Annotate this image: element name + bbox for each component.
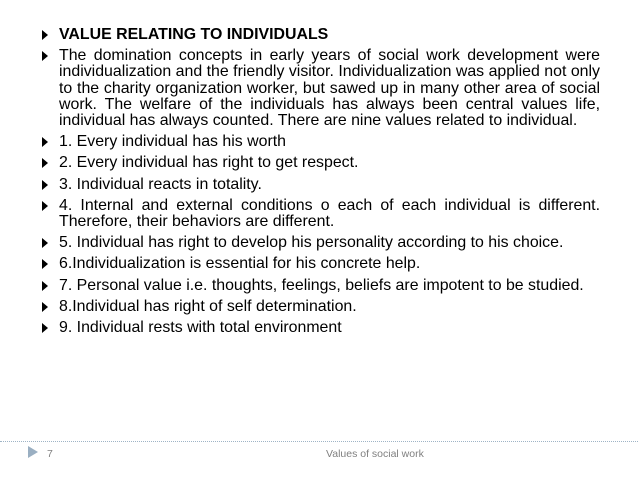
bullet-item-heading [42, 27, 600, 43]
bullet-text: 4. Internal and external conditions o each of each individual is different. Therefore, their behaviors are different. [59, 196, 600, 231]
bullet-text: 8.Individual has right of self determination. [59, 297, 357, 315]
bullet-item-value-5 [42, 235, 600, 251]
triangle-bullet-icon [42, 180, 48, 190]
bullet-text: 9. Individual rests with total environment [59, 319, 342, 337]
bullet-text: 7. Personal value i.e. thoughts, feelings, beliefs are impotent to be studied. [59, 276, 584, 294]
bullet-item-value-4 [42, 198, 600, 230]
bullet-text: The domination concepts in early years of social work development were individualization and the friendly visitor. Individualization was applied not only to the charity organization worker, but sawed up in many other area of social work. The welfare of the individuals has always been central values life, individual has always counted. There are nine values related to individual. [59, 47, 600, 130]
bullet-text: 5. Individual has right to develop his personality according to his choice. [59, 234, 564, 252]
triangle-bullet-icon [42, 323, 48, 333]
triangle-bullet-icon [42, 302, 48, 312]
footer-title: Values of social work [326, 448, 424, 460]
bullet-item-value-6 [42, 256, 600, 272]
triangle-bullet-icon [42, 201, 48, 211]
bullet-item-intro [42, 48, 600, 129]
triangle-bullet-icon [42, 158, 48, 168]
triangle-bullet-icon [42, 51, 48, 61]
triangle-bullet-icon [42, 281, 48, 291]
slide-number: 7 [47, 448, 53, 460]
bullet-list [42, 27, 600, 341]
footer-divider [0, 441, 638, 442]
bullet-text: 3. Individual reacts in totality. [59, 175, 262, 193]
bullet-text: 2. Every individual has right to get respect. [59, 154, 359, 172]
bullet-item-value-8 [42, 299, 600, 315]
bullet-item-value-1 [42, 134, 600, 150]
bullet-item-value-7 [42, 278, 600, 294]
bullet-text: 6.Individualization is essential for his concrete help. [59, 255, 421, 273]
triangle-bullet-icon [42, 238, 48, 248]
triangle-bullet-icon [42, 259, 48, 269]
triangle-bullet-icon [42, 30, 48, 40]
bullet-text: VALUE RELATING TO INDIVIDUALS [59, 26, 329, 43]
bullet-item-value-2 [42, 155, 600, 171]
bullet-item-value-3 [42, 177, 600, 193]
bullet-item-value-9 [42, 320, 600, 336]
triangle-bullet-icon [42, 137, 48, 147]
arrow-right-icon [28, 446, 38, 458]
bullet-text: 1. Every individual has his worth [59, 133, 286, 151]
